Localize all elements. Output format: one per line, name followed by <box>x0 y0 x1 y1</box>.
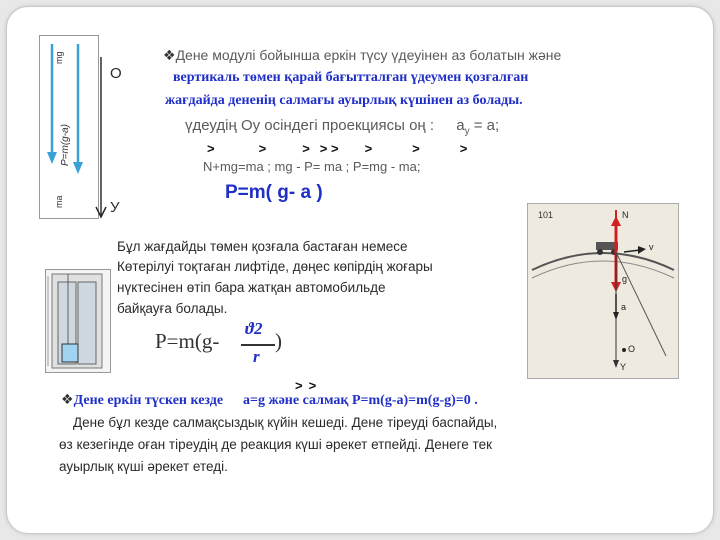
fraction-formula-left: P=m(g- <box>155 329 220 353</box>
slide <box>6 6 714 534</box>
section1-line1: ❖Дене модулі бойынша еркін түсу үдеуінен аз болатын және <box>163 47 562 63</box>
section1-line2: вертикаль төмен қарай бағытталған үдеумен қозғалған <box>173 70 529 85</box>
bridge-label-v: v <box>649 242 654 252</box>
left-figure-bottom-label: ma <box>54 195 64 208</box>
elevator-figure <box>45 269 111 373</box>
vector-marks: > > > > > > > > <box>207 141 468 156</box>
left-figure-vertical-formula: P=m(g-a) <box>60 124 71 166</box>
section1-line3: жағдайда дененің салмағы ауырлық күшінен аз болады. <box>165 93 523 108</box>
result-formula: P=m( g- a ) <box>225 182 323 203</box>
bullet-icon: ❖ <box>163 47 176 63</box>
free-fall-vector-marks: > > <box>295 378 317 393</box>
left-figure-top-label: mg <box>54 51 64 64</box>
section2-line4: байқауға болады. <box>117 301 228 316</box>
bridge-label-n: N <box>622 210 629 220</box>
fraction-numerator: ϑ2 <box>245 319 263 338</box>
elevator-drawing <box>46 270 110 372</box>
section2-line2: Көтерілуі тоқтаған лифтіде, дөңес көпірдің жоғары <box>117 259 433 274</box>
bridge-drawing <box>528 204 678 378</box>
left-figure <box>39 35 99 219</box>
fraction-denominator: r <box>253 347 260 366</box>
axis-origin-label: O <box>110 65 122 82</box>
bridge-label-o: O <box>628 344 636 354</box>
section3-line4: ауырлық күші әрекет етеді. <box>59 459 228 474</box>
bridge-label-a: a <box>621 302 627 312</box>
section2-line3: нүктесінен өтіп бара жатқан автомобильде <box>117 280 386 295</box>
section3-line2: Дене бұл кезде салмақсыздық күйін кешеді. Дене тіреуді баспайды, <box>73 415 498 430</box>
fraction-formula-right: ) <box>275 329 282 353</box>
y-axis <box>93 55 109 225</box>
fraction-bar <box>241 344 275 346</box>
projection-line: үдеудің Оу осіндегі проекциясы оң : $a_у = a$; <box>185 117 500 137</box>
bullet-icon: ❖ <box>61 391 74 407</box>
bridge-figure <box>527 203 679 379</box>
section3-line3: өз кезегінде оған тіреудің де реакция күші әрекет етпейді. Денеге тек <box>59 437 492 452</box>
bridge-label-g: g <box>622 274 628 284</box>
axis-y-label: У <box>110 199 120 216</box>
bridge-page-number: 101 <box>538 210 554 220</box>
section3-line1: ❖Дене еркін түскен кезде a=g және салмақ P=m(g-a)=m(g-g)=0 . <box>61 391 478 408</box>
equations-line: N+mg=ma ; mg - P= ma ; P=mg - ma; <box>203 159 421 174</box>
bridge-label-y: Y <box>620 362 627 372</box>
section2-line1: Бұл жағдайды төмен қозғала бастаған немесе <box>117 239 408 254</box>
